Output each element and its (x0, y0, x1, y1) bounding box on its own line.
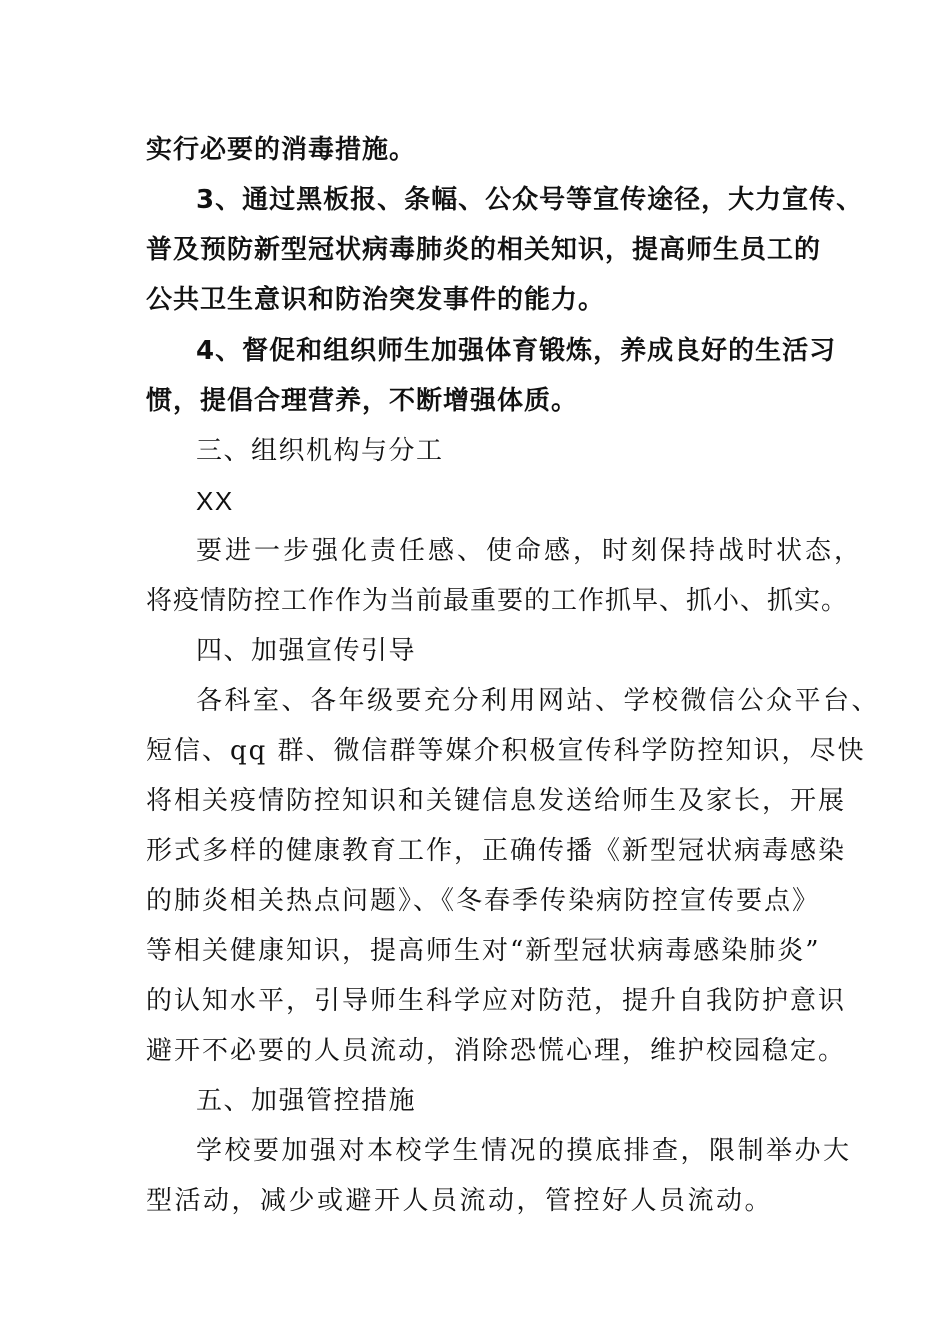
body-text-line: 避开不必要的人员流动，消除恐慌心理，维护校园稳定。 (146, 1036, 847, 1066)
list-item-4-line: 惯，提倡合理营养，不断增强体质。 (146, 386, 579, 416)
section-heading-5: 五、加强管控措施 (196, 1086, 417, 1116)
body-text-line: 短信、qq 群、微信群等媒介积极宣传科学防控知识，尽快 (146, 736, 866, 766)
body-text-line: 各科室、各年级要充分利用网站、学校微信公众平台、 (196, 686, 881, 716)
body-text-line: 实行必要的消毒措施。 (146, 135, 417, 165)
body-text-line: 将相关疫情防控知识和关键信息发送给师生及家长，开展 (146, 786, 847, 816)
list-item-3-line: 公共卫生意识和防治突发事件的能力。 (146, 285, 606, 315)
body-text-line: 的认知水平，引导师生科学应对防范，提升自我防护意识 (146, 986, 847, 1016)
list-item-3-line: 普及预防新型冠状病毒肺炎的相关知识，提高师生员工的 (146, 235, 822, 265)
body-text-line: 学校要加强对本校学生情况的摸底排查，限制举办大 (196, 1136, 852, 1166)
body-text-line: 形式多样的健康教育工作，正确传播《新型冠状病毒感染 (146, 836, 847, 866)
section-heading-4: 四、加强宣传引导 (196, 636, 417, 666)
placeholder-text: XX (196, 486, 234, 516)
body-text-line: 型活动，减少或避开人员流动，管控好人员流动。 (146, 1186, 774, 1216)
body-text-line: 等相关健康知识，提高师生对“新型冠状病毒感染肺炎” (146, 936, 821, 966)
body-text-line: 要进一步强化责任感、使命感，时刻保持战时状态， (196, 536, 864, 566)
body-text-line: 将疫情防控工作作为当前最重要的工作抓早、抓小、抓实。 (146, 586, 849, 616)
list-item-3-line: 3、通过黑板报、条幅、公众号等宣传途径，大力宣传、 (196, 185, 864, 215)
body-text-line: 的肺炎相关热点问题》、《冬春季传染病防控宣传要点》 (146, 886, 821, 916)
list-item-4-line: 4、督促和组织师生加强体育锻炼，养成良好的生活习 (196, 336, 837, 366)
section-heading-3: 三、组织机构与分工 (196, 436, 444, 466)
